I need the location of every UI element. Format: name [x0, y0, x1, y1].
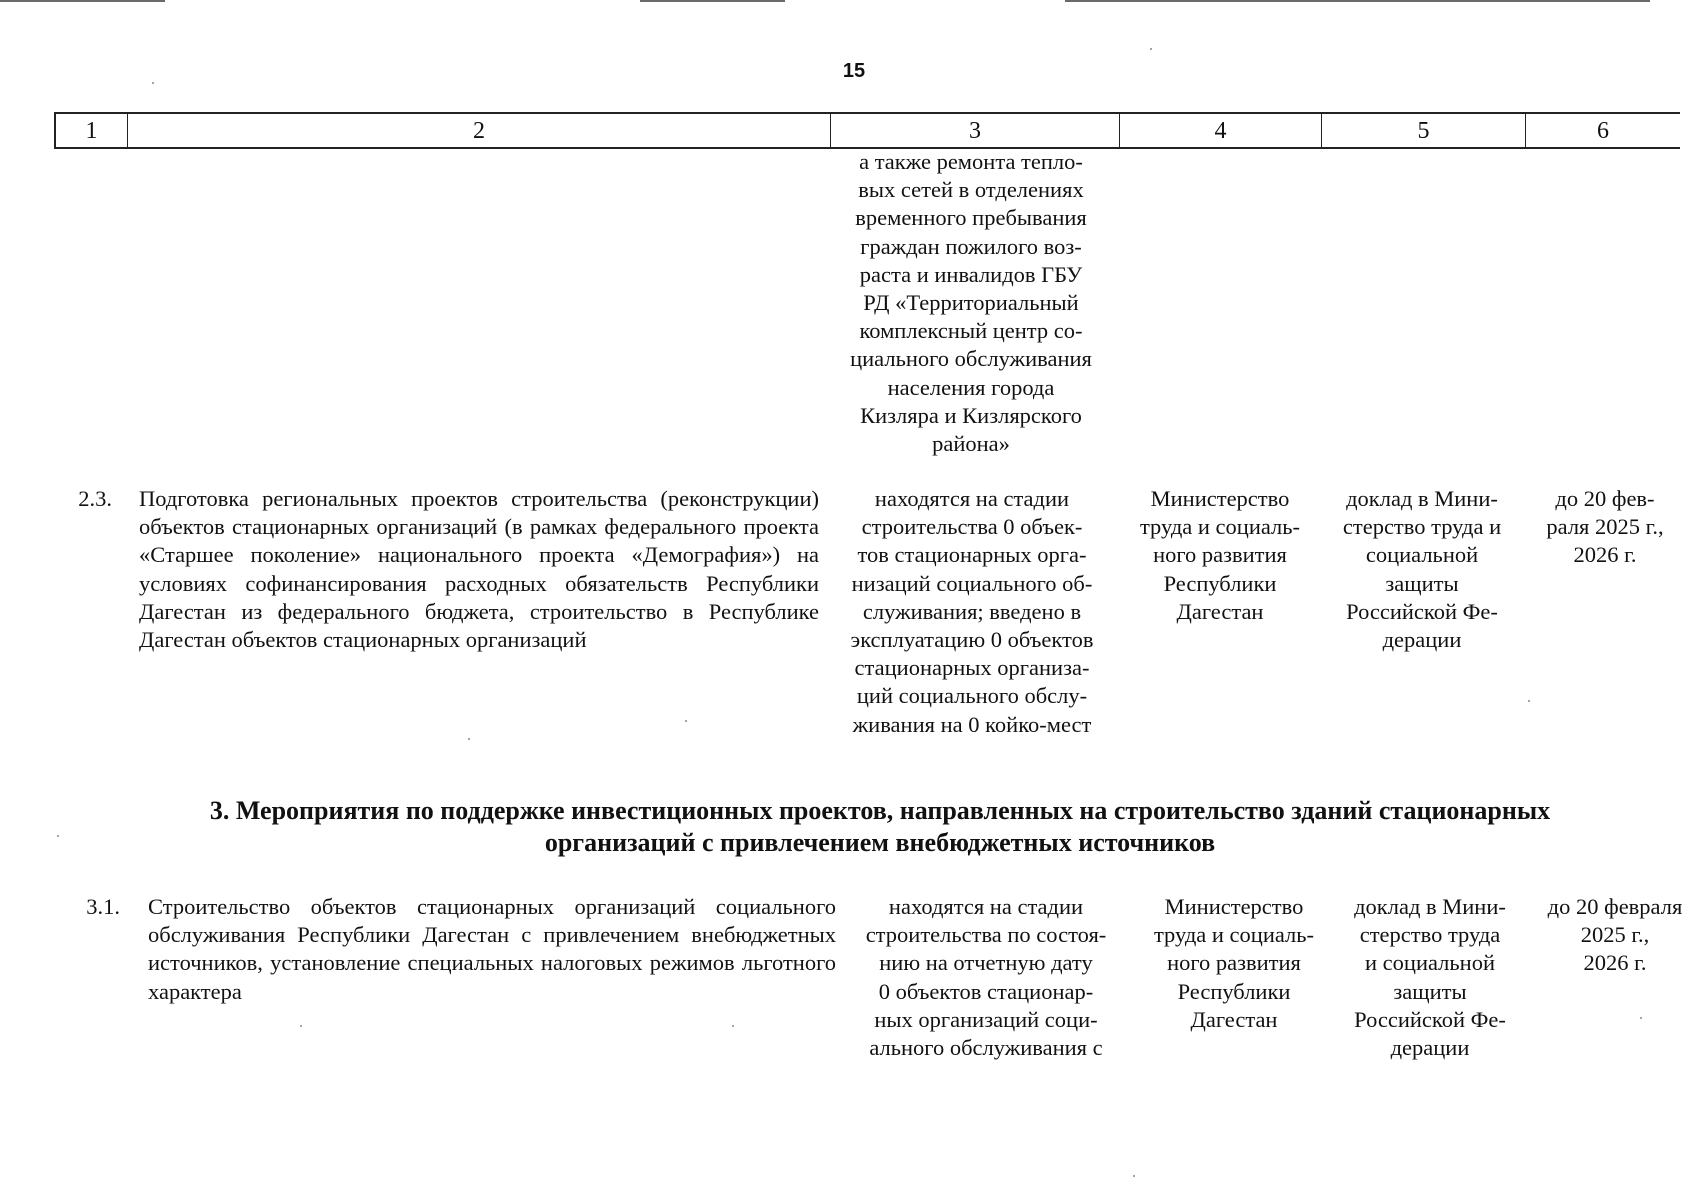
deadline: до 20 февраля 2025 г., 2026 г. — [1547, 894, 1683, 976]
row-number: 3.1. — [86, 894, 120, 919]
measure-description: Строительство объектов стационарных организаций социального обслуживания Республики Дагестан с привлечением внебюджетных источников, установление специальных налоговых режимов льготного характера — [148, 894, 836, 1004]
scan-speck — [732, 1025, 734, 1027]
scan-edge-line — [1065, 0, 1650, 2]
scan-speck — [57, 835, 59, 837]
deadline: до 20 фев- раля 2025 г., 2026 г. — [1546, 486, 1664, 568]
section-heading-line-2: организаций с привлечением внебюджетных источников — [544, 828, 1216, 857]
report-form: доклад в Мини- стерство труда и социальной защиты Российской Фе- дерации — [1342, 486, 1502, 653]
scan-speck — [1150, 48, 1152, 50]
scan-speck — [1133, 1175, 1135, 1177]
measure-description: Подготовка региональных проектов строительства (реконструкции) объектов стационарных организаций (в рамках федерального проекта «Старшее поколение» национального проекта «Демография») на условиях софинансирования расходных обязательств Республики Дагестан из федерального бюджета, строительство в Республике Дагестан объектов стационарных организаций — [139, 486, 819, 653]
table-header-row — [54, 112, 1680, 149]
row-number: 2.3. — [78, 486, 112, 511]
section-heading-line-1: 3. Мероприятия по поддержке инвестиционных проектов, направленных на строительство зданий стационарных — [209, 796, 1551, 825]
scan-edge-line — [640, 0, 785, 2]
scan-speck — [1640, 1017, 1642, 1019]
expected-result: находятся на стадии строительства 0 объек- тов стационарных орга- низаций социального об- служивания; введено в эксплуатацию 0 объектов стационарных организа- ций социального обслу- живания на 0 койко-мест — [850, 486, 1094, 737]
expected-result: находятся на стадии строительства по состоя- нию на отчетную дату 0 объектов стационар- ных организаций соци- ального обслуживания с — [865, 894, 1107, 1061]
scan-speck — [685, 720, 687, 722]
header-col-4: 4 — [1119, 114, 1321, 147]
header-col-6: 6 — [1525, 114, 1680, 147]
report-form: доклад в Мини- стерство труда и социальной защиты Российской Фе- дерации — [1354, 894, 1506, 1061]
continuation-indicator-text: а также ремонта тепло- вых сетей в отделениях временного пребывания граждан пожилого воз- раста и инвалидов ГБУ РД «Территориальный комплексный центр со- циального обслуживания населения города Кизляра и Кизлярского района» — [850, 149, 1092, 457]
scan-speck — [468, 738, 470, 740]
responsible-executor: Министерство труда и социаль- ного развития Республики Дагестан — [1139, 486, 1301, 624]
header-col-2: 2 — [127, 114, 830, 147]
page-number: 15 — [842, 60, 866, 82]
header-col-1: 1 — [54, 114, 127, 147]
section-heading — [120, 795, 1640, 859]
scan-speck — [152, 82, 154, 84]
responsible-executor: Министерство труда и социаль- ного развития Республики Дагестан — [1153, 894, 1315, 1032]
header-col-3: 3 — [830, 114, 1119, 147]
scan-speck — [300, 1025, 302, 1027]
scan-edge-line — [0, 0, 165, 2]
header-col-5: 5 — [1321, 114, 1525, 147]
scan-speck — [1528, 700, 1530, 702]
